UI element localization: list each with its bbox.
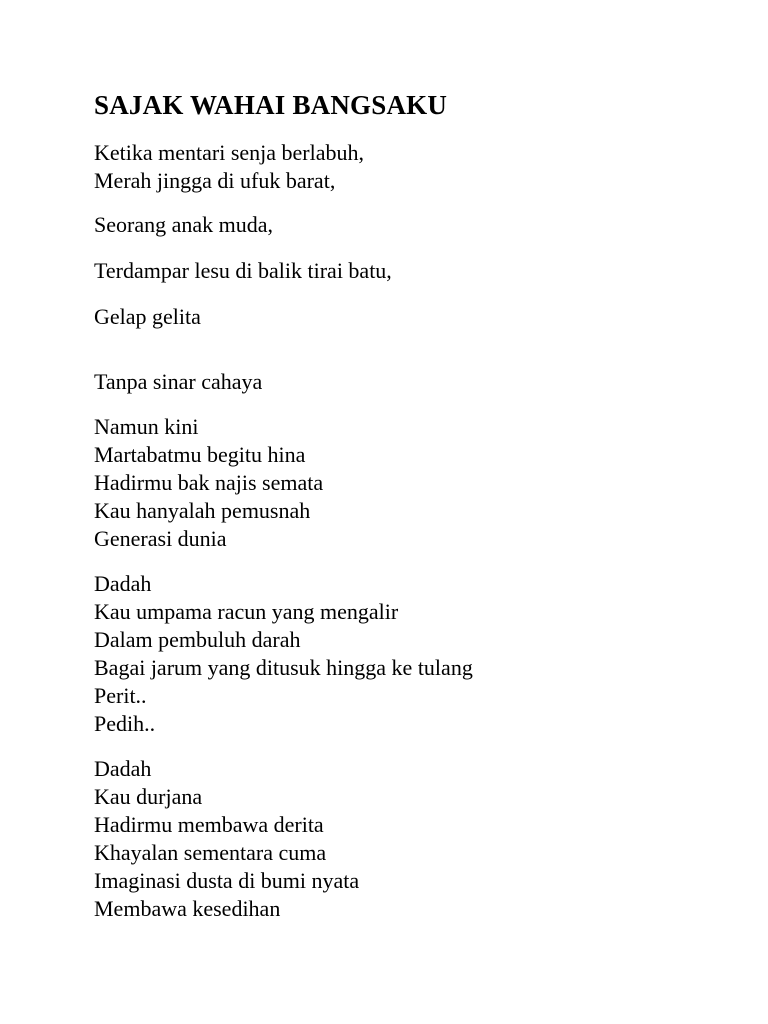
poem-line: Bagai jarum yang ditusuk hingga ke tulang [94,655,473,680]
poem-line: Dalam pembuluh darah [94,627,301,652]
stanza-3 [94,257,392,285]
stanza-1 [94,139,364,195]
poem-line: Terdampar lesu di balik tirai batu, [94,258,392,283]
stanza-6 [94,413,323,553]
poem-line: Dadah [94,571,152,596]
poem-line: Hadirmu bak najis semata [94,470,324,495]
poem-line: Generasi dunia [94,526,227,551]
poem-line: Ketika mentari senja berlabuh, [94,140,365,165]
stanza-4 [94,303,201,331]
poem-line: Merah jingga di ufuk barat, [94,168,336,193]
poem-line: Seorang anak muda, [94,212,273,237]
stanza-5 [94,368,262,396]
poem-line: Kau durjana [94,784,203,809]
poem-line: Gelap gelita [94,304,201,329]
poem-line: Kau hanyalah pemusnah [94,498,311,523]
poem-line: Kau umpama racun yang mengalir [94,599,399,624]
poem-line: Pedih.. [94,711,156,736]
stanza-8 [94,755,359,923]
stanza-2 [94,211,273,239]
poem-line: Imaginasi dusta di bumi nyata [94,868,360,893]
poem-line: Martabatmu begitu hina [94,442,306,467]
poem-line: Namun kini [94,414,199,439]
poem-line: Tanpa sinar cahaya [94,369,263,394]
poem-line: Perit.. [94,683,147,708]
poem-line: Membawa kesedihan [94,896,281,921]
stanza-7 [94,570,473,738]
poem-line: Khayalan sementara cuma [94,840,327,865]
poem-line: Hadirmu membawa derita [94,812,324,837]
poem-title: SAJAK WAHAI BANGSAKU [94,90,448,120]
poem-line: Dadah [94,756,152,781]
